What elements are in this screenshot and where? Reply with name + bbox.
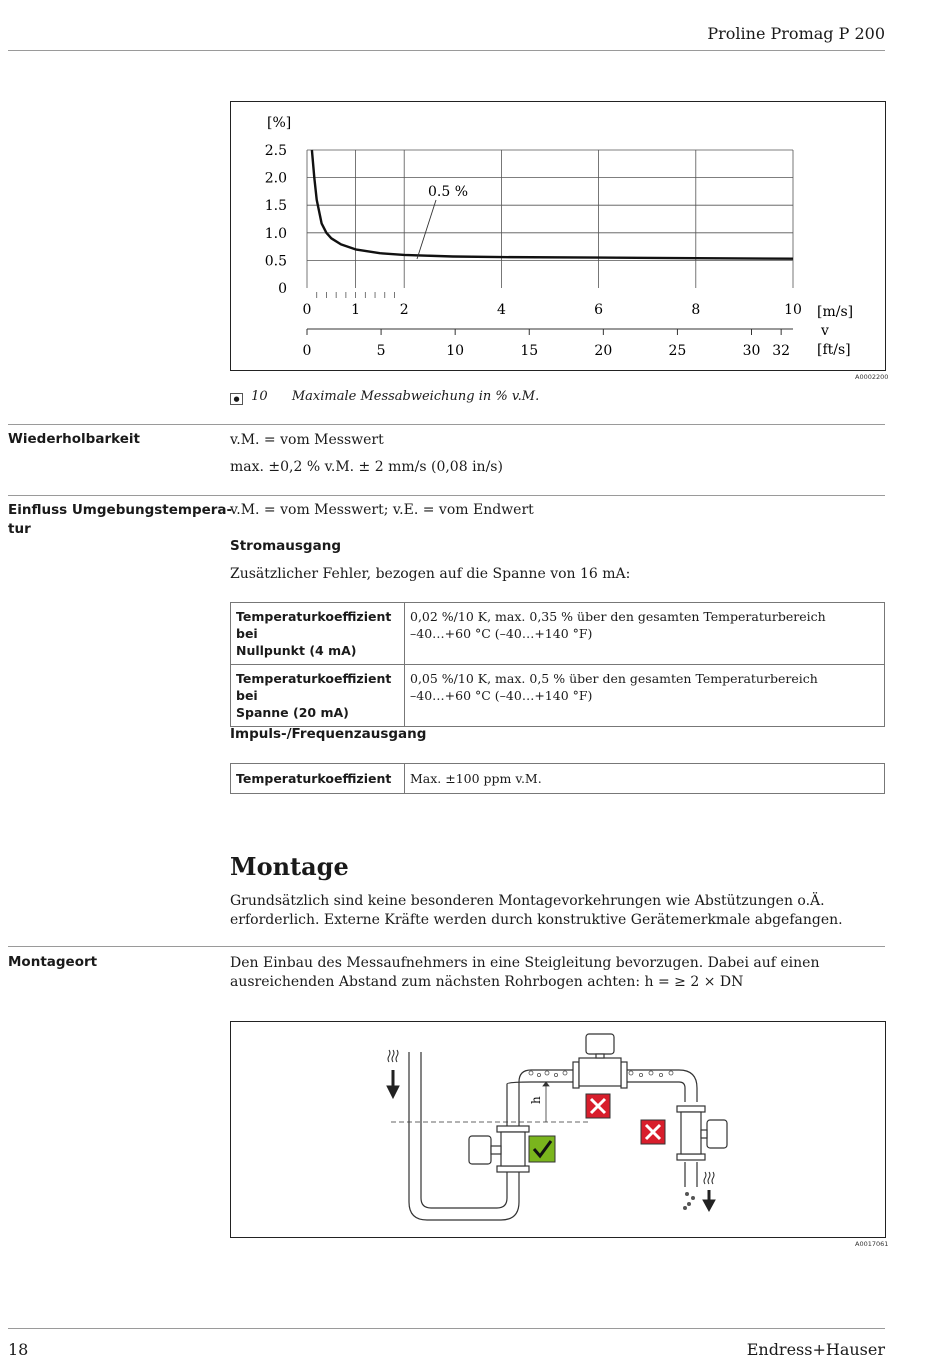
table-row — [231, 764, 885, 794]
bad-cross-icon — [586, 1094, 610, 1118]
x2-unit-label: [ft/s] — [817, 342, 851, 358]
label-umgebungstemperatur — [8, 501, 232, 539]
meter-left — [469, 1126, 529, 1172]
value-line: –40…+60 °C (–40…+140 °F) — [410, 688, 593, 703]
x-tick-label: 8 — [691, 302, 701, 318]
installation-diagram — [231, 1022, 885, 1237]
series-line — [312, 150, 793, 259]
v-label: v — [821, 323, 829, 339]
label-line2: tur — [8, 521, 31, 537]
x-tick-label: 10 — [784, 302, 802, 318]
x-tick-label: 2 — [399, 302, 409, 318]
value-line: 0,02 %/10 K, max. 0,35 % über den gesamten Temperaturbereich — [410, 609, 826, 624]
x2-tick-label: 20 — [594, 343, 613, 359]
ambient-intro: v.M. = vom Messwert; v.E. = vom Endwert — [230, 502, 534, 518]
x2-tick-label: 5 — [376, 343, 386, 359]
annotation-leader — [417, 200, 436, 259]
x-unit-label: [m/s] — [817, 304, 854, 320]
y-tick-label: 1.0 — [264, 225, 287, 242]
montageort-text: Den Einbau des Messaufnehmers in eine Steigleitung bevorzugen. Dabei auf einen ausreichenden Abstand zum nächsten Rohrbogen achten: h = ≥ 2 × DN — [230, 955, 820, 990]
label-line1: Einfluss Umgebungstempera- — [8, 502, 233, 518]
table-row — [231, 603, 885, 665]
key-line: Temperaturkoeffizient bei — [236, 609, 392, 641]
table-key — [231, 603, 405, 665]
footer-rule — [8, 1328, 885, 1329]
key-line: Temperaturkoeffizient bei — [236, 671, 392, 703]
x-tick-label: 4 — [496, 302, 506, 318]
caption-number: 10 — [251, 389, 268, 404]
table-key: Temperaturkoeffizient — [231, 764, 405, 794]
pulse-output-table — [230, 763, 885, 794]
x2-tick-label: 32 — [772, 343, 791, 359]
section-rule-3 — [8, 946, 885, 947]
key-line: Spanne (20 mA) — [236, 705, 349, 720]
bad-cross-icon — [641, 1120, 665, 1144]
table-value: Max. ±100 ppm v.M. — [405, 764, 885, 794]
montage-text: Grundsätzlich sind keine besonderen Montagevorkehrungen wie Abstützungen o.Ä. erforderlich. Externe Kräfte werden durch konstruktive Gerätemerkmale abgefangen. — [230, 893, 843, 928]
subheading-stromausgang: Stromausgang — [230, 538, 341, 554]
x2-tick-label: 0 — [302, 343, 312, 359]
key-line: Nullpunkt (4 mA) — [236, 643, 357, 658]
figure-caption — [230, 389, 539, 404]
x2-tick-label: 15 — [520, 343, 539, 359]
x-tick-label: 0 — [302, 302, 312, 318]
footer-brand: Endress+Hauser — [746, 1340, 885, 1359]
montage-heading: Montage — [230, 852, 349, 881]
annotation-label: 0.5 % — [428, 184, 469, 200]
header-rule — [8, 50, 885, 51]
ok-check-icon — [529, 1136, 555, 1162]
y-tick-label: 0.5 — [264, 253, 287, 270]
subheading-impuls: Impuls-/Frequenzausgang — [230, 726, 427, 742]
y-tick-label: 0 — [278, 281, 287, 297]
label-wiederholbarkeit: Wiederholbarkeit — [8, 431, 140, 447]
caption-icon: ● — [230, 393, 243, 405]
header-title: Proline Promag P 200 — [707, 24, 885, 43]
y-tick-label: 2.5 — [264, 143, 287, 159]
caption-text: Maximale Messabweichung in % v.M. — [291, 389, 540, 404]
table-row — [231, 665, 885, 727]
section-rule-1 — [8, 424, 885, 425]
flow-arrow-down-right-icon — [703, 1172, 715, 1211]
x2-tick-label: 30 — [742, 343, 761, 359]
height-label: h — [529, 1096, 543, 1104]
x-tick-label: 6 — [594, 302, 604, 318]
section-rule-2 — [8, 495, 885, 496]
table-key — [231, 665, 405, 727]
flow-arrow-down-left-icon — [387, 1050, 399, 1098]
figure-code: A0002200 — [855, 373, 889, 381]
stromausgang-text: Zusätzlicher Fehler, bezogen auf die Spanne von 16 mA: — [230, 566, 631, 582]
label-montageort: Montageort — [8, 954, 98, 970]
page-number: 18 — [8, 1340, 29, 1359]
accuracy-chart — [231, 102, 885, 370]
value-line: –40…+60 °C (–40…+140 °F) — [410, 626, 593, 641]
table-value — [405, 665, 885, 727]
chart-frame — [230, 101, 886, 371]
repeatability-line1: v.M. = vom Messwert — [230, 432, 384, 448]
meter-right — [677, 1106, 727, 1160]
drip-icon — [683, 1192, 695, 1210]
installation-frame — [230, 1021, 886, 1238]
current-output-table — [230, 602, 885, 727]
y-tick-label: 2.0 — [264, 170, 287, 187]
x2-tick-label: 25 — [668, 343, 687, 359]
figure-code-2: A0017061 — [855, 1240, 889, 1248]
x2-tick-label: 10 — [446, 343, 465, 359]
meter-top — [573, 1034, 627, 1088]
x-tick-label: 1 — [351, 302, 361, 318]
y-unit-label: [%] — [267, 115, 292, 131]
repeatability-line2: max. ±0,2 % v.M. ± 2 mm/s (0,08 in/s) — [230, 459, 503, 475]
value-line: 0,05 %/10 K, max. 0,5 % über den gesamten Temperaturbereich — [410, 671, 818, 686]
table-value — [405, 603, 885, 665]
y-tick-label: 1.5 — [264, 198, 287, 215]
